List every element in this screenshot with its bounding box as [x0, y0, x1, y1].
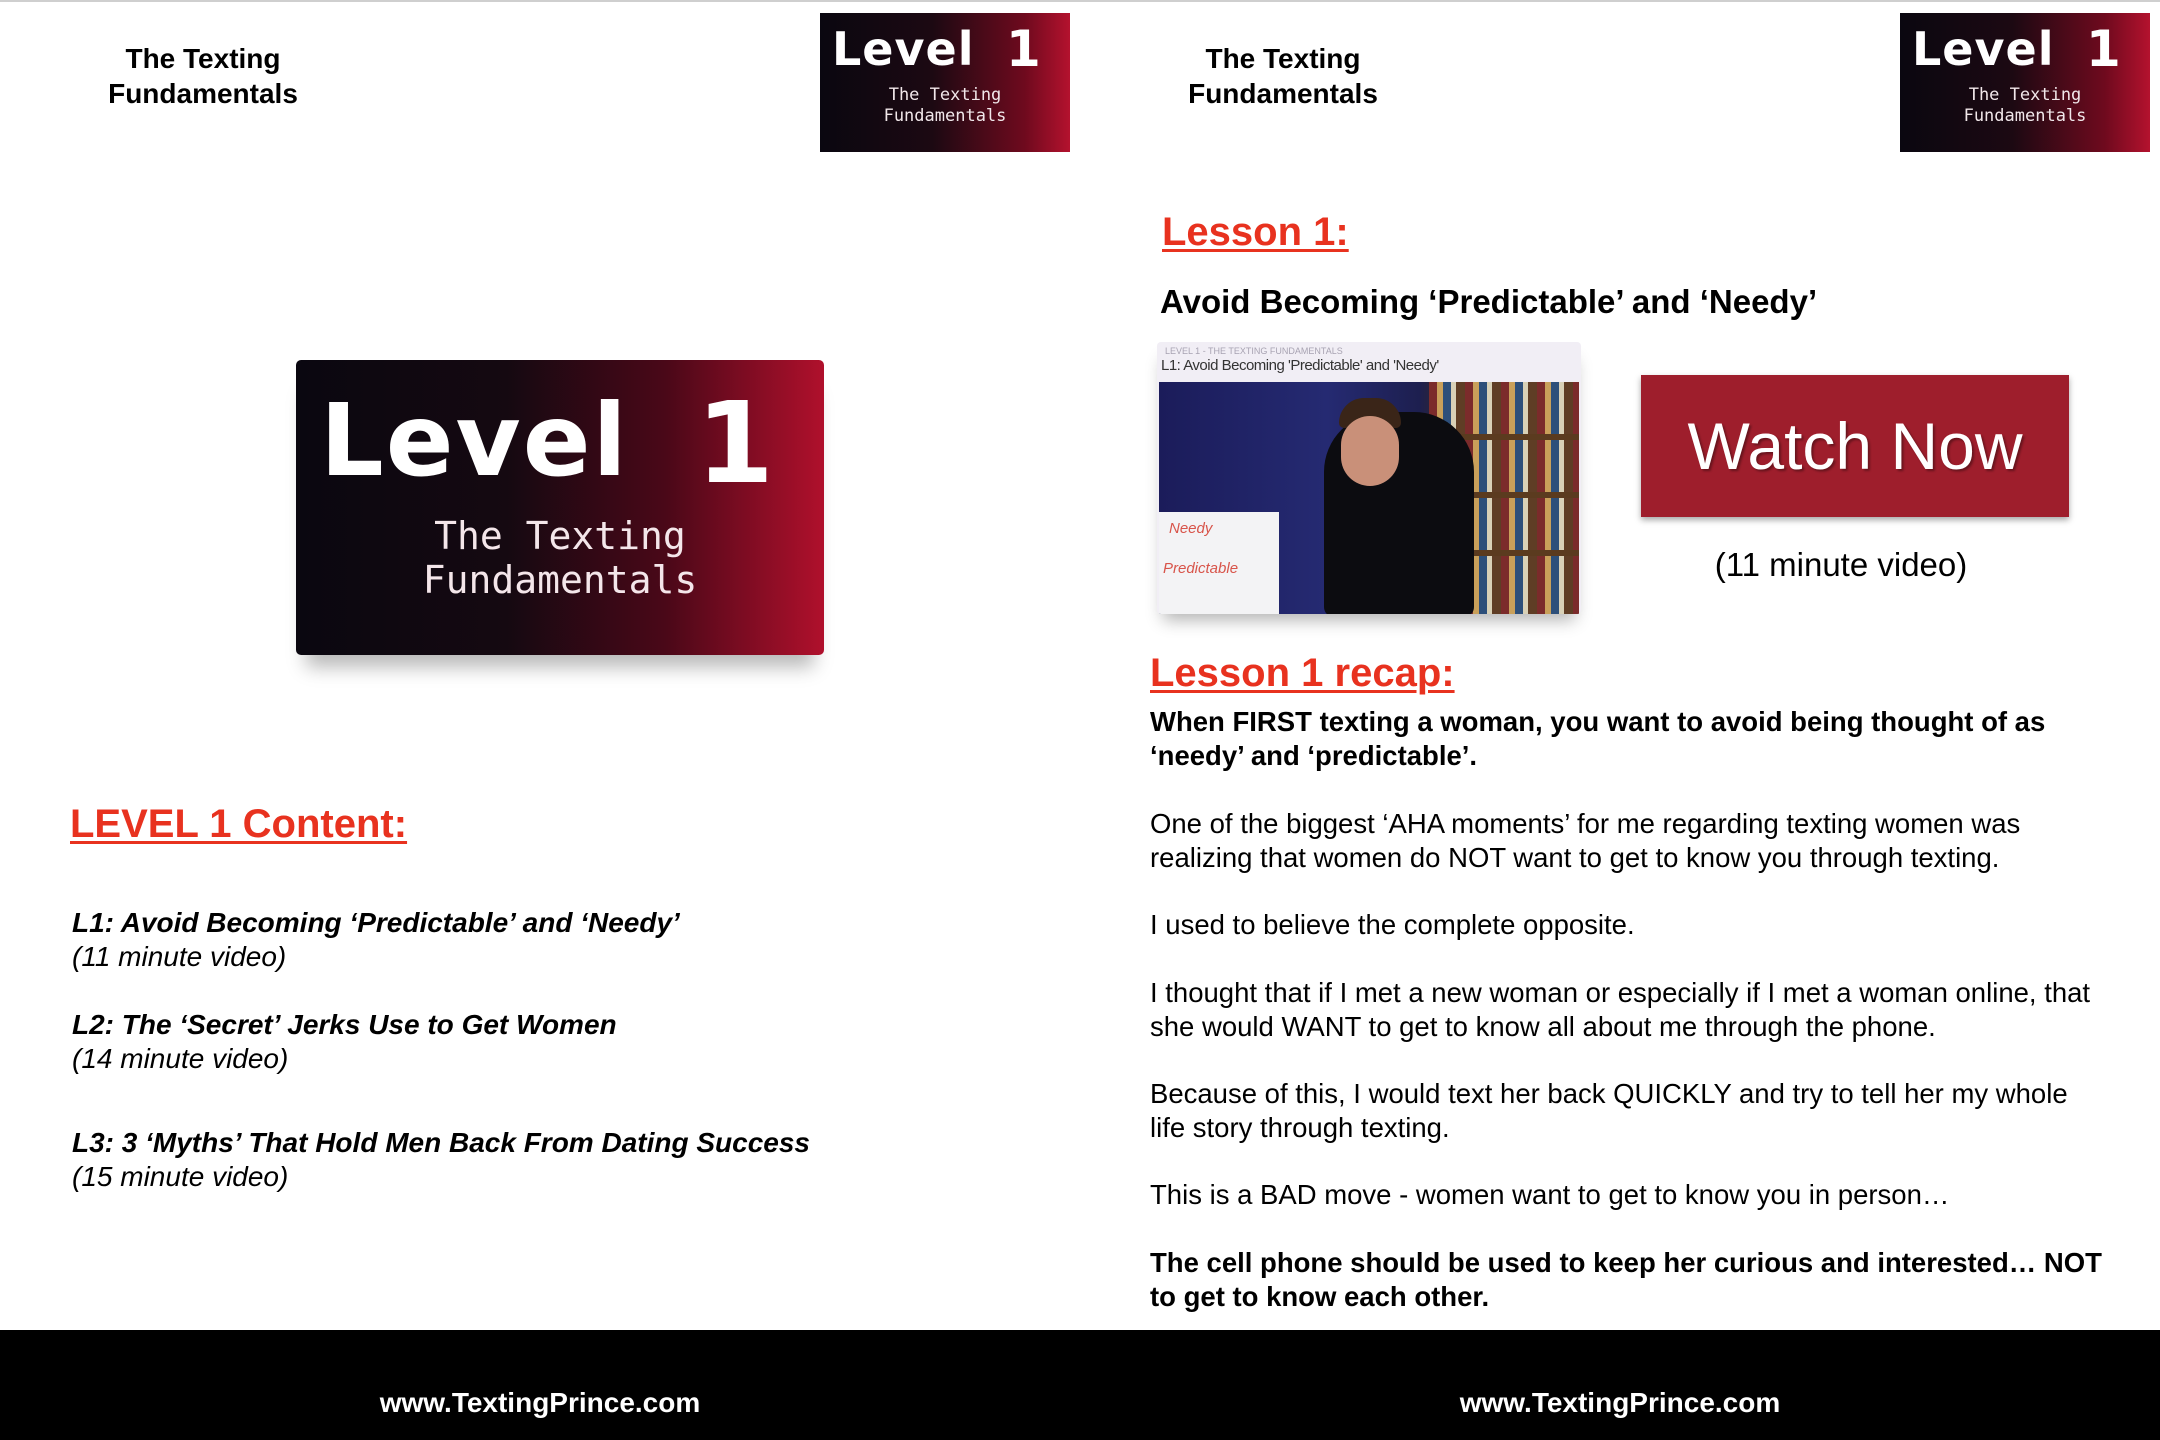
badge-sub-line1: The Texting	[888, 85, 1002, 105]
level-cover-badge	[296, 360, 824, 655]
header-title	[53, 41, 353, 111]
lesson-title: Avoid Becoming ‘Predictable’ and ‘Needy’	[1160, 283, 1818, 320]
recap-paragraph: The cell phone should be used to keep her curious and interested… NOT to get to know each other.	[1150, 1247, 2102, 1312]
recap-paragraph: Because of this, I would text her back QUICKLY and try to tell her my whole life story through texting.	[1150, 1078, 2068, 1143]
lesson-title: L3: 3 ‘Myths’ That Hold Men Back From Dating Success	[72, 1127, 810, 1158]
video-frame	[1159, 382, 1579, 614]
right-page	[1080, 0, 2160, 1440]
cover-sub-line1: The Texting	[434, 514, 686, 558]
badge-sub-line1: The Texting	[1968, 85, 2082, 105]
lesson-list-item[interactable]	[72, 1008, 972, 1076]
video-duration: (11 minute video)	[1714, 546, 1968, 583]
recap-paragraph: I used to believe the complete opposite.	[1150, 909, 1635, 940]
header-title-line2: Fundamentals	[108, 78, 298, 109]
footer-website-link[interactable]: www.TextingPrince.com	[1459, 1387, 1781, 1418]
lesson-list-item[interactable]	[72, 1126, 972, 1194]
cover-sub-line2: Fundamentals	[422, 558, 698, 602]
video-thumbnail[interactable]	[1157, 342, 1581, 614]
badge-level-word: Level	[832, 22, 975, 76]
whiteboard-text: Predictable	[1163, 560, 1239, 577]
cover-level-number: 1	[696, 379, 774, 509]
header-title-line2: Fundamentals	[1188, 78, 1378, 109]
lesson-list-item[interactable]	[72, 906, 972, 974]
badge-subtitle	[820, 85, 1070, 127]
level-content-heading: LEVEL 1 Content:	[70, 802, 408, 846]
lesson-heading: Lesson 1:	[1162, 210, 1349, 254]
lesson-title: L1: Avoid Becoming ‘Predictable’ and ‘Needy’	[72, 907, 680, 938]
lesson-duration: (11 minute video)	[72, 941, 287, 972]
presenter-head	[1341, 416, 1399, 486]
level-badge-logo	[1900, 13, 2150, 152]
level-badge-logo	[820, 13, 1070, 152]
thumbnail-breadcrumb: LEVEL 1 - THE TEXTING FUNDAMENTALS	[1165, 346, 1343, 356]
recap-paragraph: When FIRST texting a woman, you want to avoid being thought of as ‘needy’ and ‘predictable’.	[1150, 706, 2046, 771]
watch-now-button[interactable]: Watch Now	[1641, 375, 2069, 517]
cover-subtitle	[296, 514, 824, 602]
badge-sub-line2: Fundamentals	[1963, 106, 2087, 126]
lesson-duration: (14 minute video)	[72, 1043, 289, 1074]
lesson-duration: (15 minute video)	[72, 1161, 289, 1192]
header-title-line1: The Texting	[1205, 43, 1361, 74]
badge-subtitle	[1900, 85, 2150, 127]
lesson-title: L2: The ‘Secret’ Jerks Use to Get Women	[72, 1009, 617, 1040]
header-title	[1133, 41, 1433, 111]
badge-level-word: Level	[1912, 22, 2055, 76]
recap-paragraph: One of the biggest ‘AHA moments’ for me regarding texting women was realizing that women do NOT want to get to know you through texting.	[1150, 808, 2021, 873]
badge-sub-line2: Fundamentals	[883, 106, 1007, 126]
header-title-line1: The Texting	[125, 43, 281, 74]
cover-level-word: Level	[320, 382, 629, 499]
badge-level-number: 1	[1006, 20, 1041, 78]
footer-bar	[0, 1330, 2160, 1440]
thumbnail-title: L1: Avoid Becoming 'Predictable' and 'Needy'	[1161, 357, 1439, 374]
badge-level-number: 1	[2086, 20, 2121, 78]
recap-paragraph: I thought that if I met a new woman or especially if I met a woman online, that she would WANT to get to know all about me through the phone.	[1150, 977, 2091, 1042]
whiteboard-text: Needy	[1169, 520, 1213, 537]
footer-website-link[interactable]: www.TextingPrince.com	[379, 1387, 701, 1418]
recap-paragraph: This is a BAD move - women want to get to know you in person…	[1150, 1179, 1950, 1210]
recap-heading: Lesson 1 recap:	[1150, 651, 1455, 695]
